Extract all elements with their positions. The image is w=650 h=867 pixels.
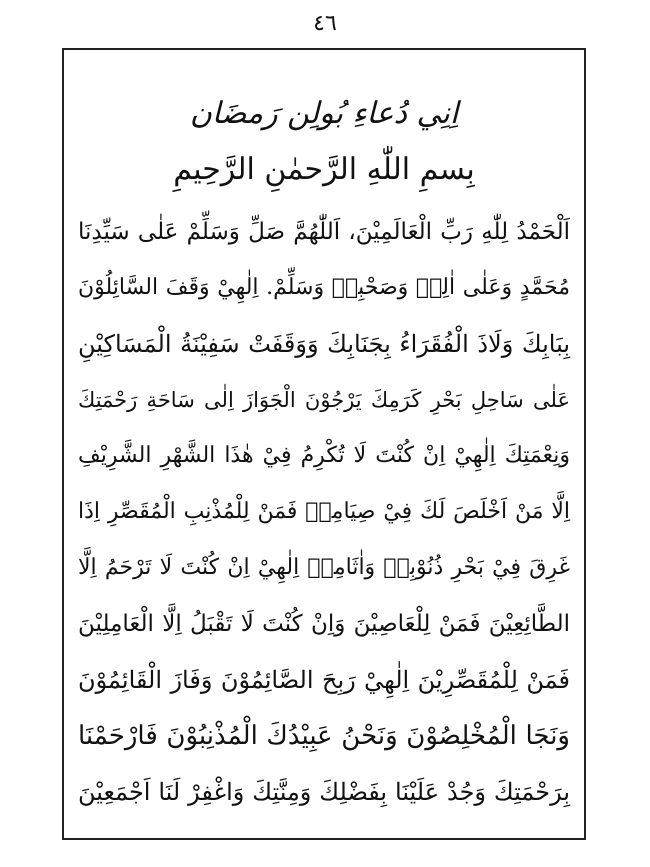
prayer-text <box>78 90 570 820</box>
text-line: بِرَحْمَتِكَ وَجُدْ عَلَيْنَا بِفَضْلِكَ وَمِنَّتِكَ وَاغْفِرْ لَنَا اَجْمَعِيْنَ <box>78 778 570 806</box>
text-line: بِبَابِكَ وَلَاذَ الْفُقَرَاءُ بِجَنَابِكَ وَوَقَفَتْ سَفِيْنَةُ الْمَسَاكِيْنِ <box>78 330 570 358</box>
prayer-heading: اِنِي دُعاءِ بُولِن رَمضَان <box>189 96 459 131</box>
text-line: غَرِقَ فِيْ بَحْرِ ذُنُوْبِهٖ وَاٰثَامِهٖ اِلٰهِيْ اِنْ كُنْتَ لَا تَرْحَمُ اِلَّا <box>78 555 570 580</box>
page-frame <box>62 48 586 840</box>
text-line: عَلٰى سَاحِلِ بَحْرِ كَرَمِكَ يَرْجُوْنَ الْجَوَازَ اِلٰى سَاحَةِ رَحْمَتِكَ <box>78 388 570 412</box>
text-line: الطَّائِعِيْنَ فَمَنْ لِلْعَاصِيْنَ وَاِنْ كُنْتَ لَا تَقْبَلُ اِلَّا الْعَامِلِيْنَ <box>78 611 570 637</box>
text-line: اِلَّا مَنْ اَخْلَصَ لَكَ فِيْ صِيَامِهٖ فَمَنْ لِلْمُذْنِبِ الْمُقَصِّرِ اِذَا <box>78 499 570 524</box>
basmala: بِسمِ اللّٰهِ الرَّحمٰنِ الرَّحِيمِ <box>173 152 475 187</box>
text-line: مُحَمَّدٍ وَعَلٰى اٰلِهٖ وَصَحْبِهٖ وَسَلِّمْ. اِلٰهِيْ وَقَفَ السَّائِلُوْنَ <box>78 275 570 300</box>
text-line: وَنَجَا الْمُخْلِصُوْنَ وَنَحْنُ عَبِيْدُكَ الْمُذْنِبُوْنَ فَارْحَمْنَا <box>78 721 570 751</box>
page-number: ٤٦ <box>313 11 337 36</box>
text-line: اَلْحَمْدُ لِلّٰهِ رَبِّ الْعَالَمِيْنَ، اَللّٰهُمَّ صَلِّ وَسَلِّمْ عَلٰى سَيِّدِنَا <box>78 219 570 245</box>
text-line: وَنِعْمَتِكَ اِلٰهِيْ اِنْ كُنْتَ لَا تُكْرِمُ فِيْ هٰذَا الشَّهْرِ الشَّرِيْفِ <box>78 443 570 468</box>
text-line: فَمَنْ لِلْمُقَصِّرِيْنَ اِلٰهِيْ رَبِحَ الصَّائِمُوْنَ وَفَازَ الْقَائِمُوْنَ <box>78 666 570 694</box>
